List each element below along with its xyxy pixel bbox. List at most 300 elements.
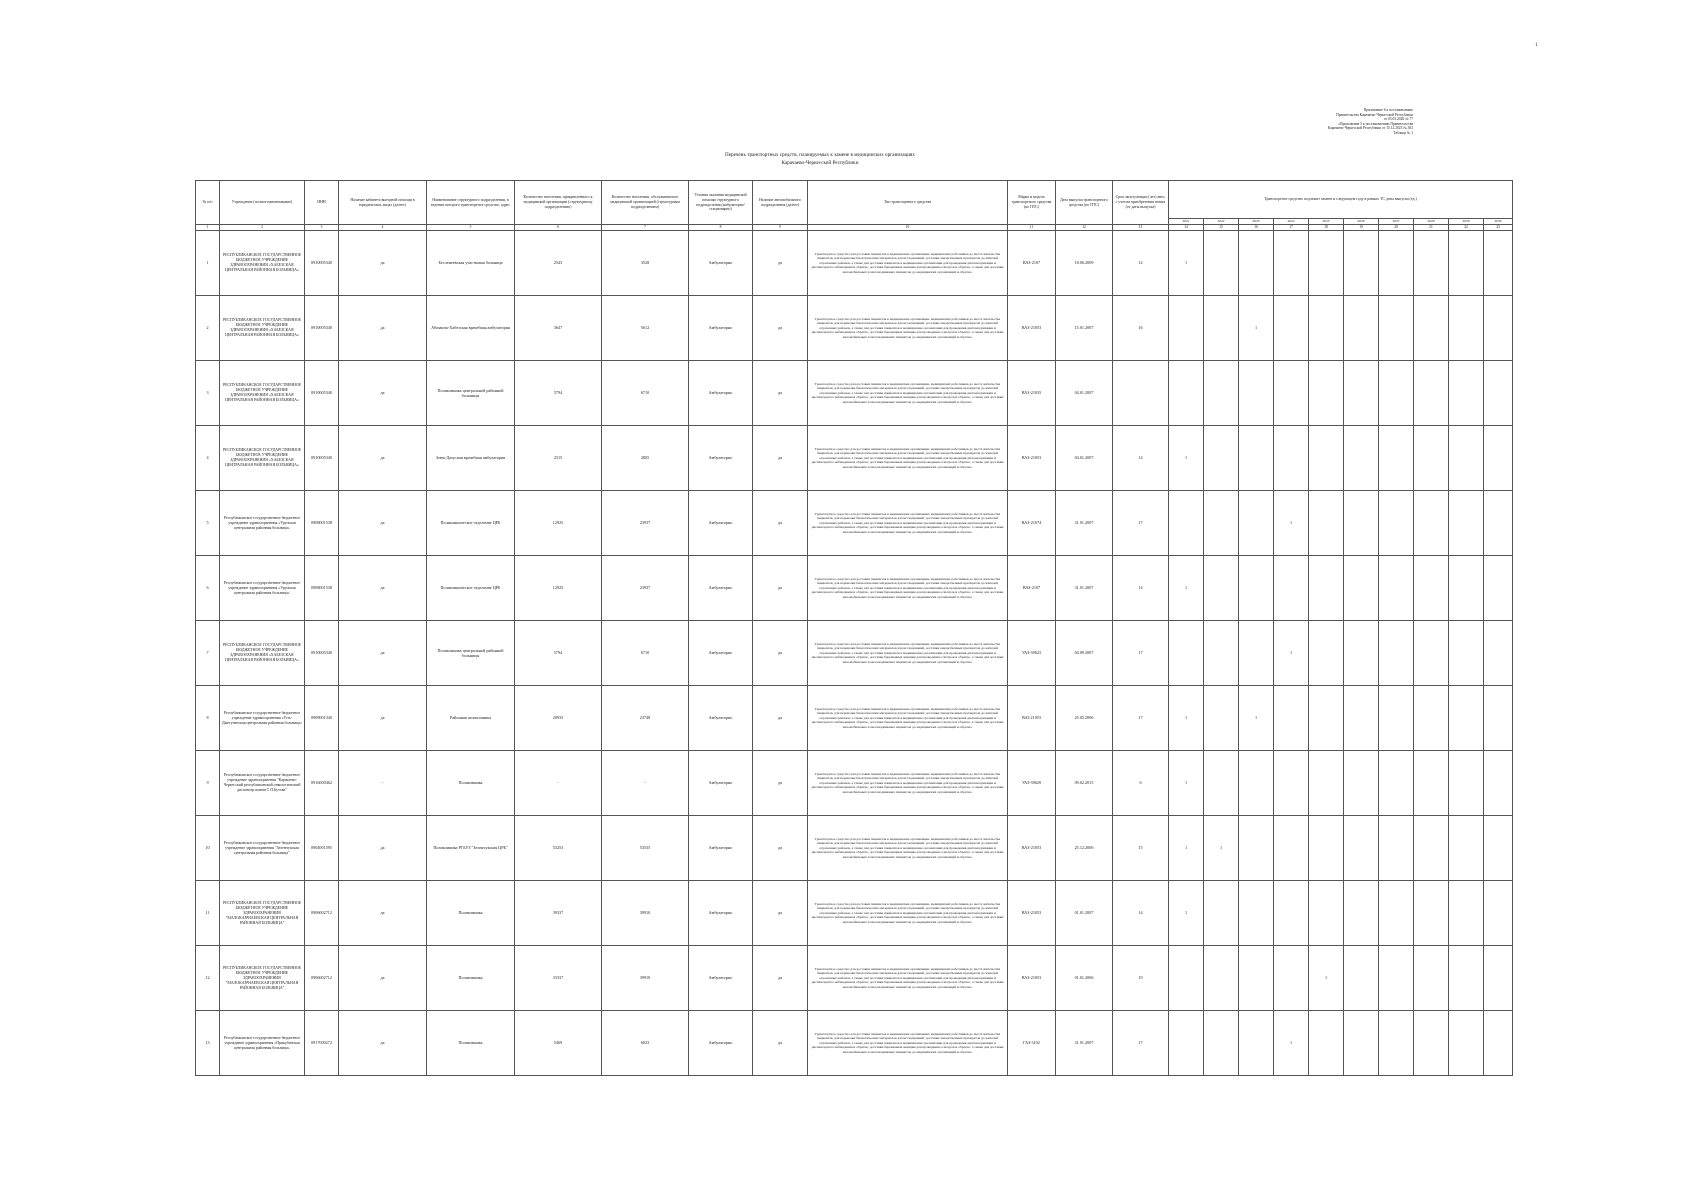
plan-year-cell [1414,946,1449,1011]
release-date-cell: 31.01.2007 [1056,556,1113,621]
plan-year-cell [1379,816,1414,881]
document-title [580,151,1060,167]
service-life-cell: 17 [1113,491,1169,556]
plan-year-cell [1274,816,1309,881]
pop-attached-cell: 12925 [515,491,602,556]
brand-cell: ВАЗ-21053 [1008,946,1056,1011]
plan-year-cell [1379,231,1414,296]
column-number-cell: 4 [339,225,427,231]
plan-year-cell [1344,816,1379,881]
plan-year-cell [1484,686,1513,751]
plan-year-cell [1239,946,1274,1011]
own-unit-cell: да [753,686,808,751]
brand-cell: ВАЗ-2107 [1008,556,1056,621]
cabinet-cell: да [339,231,427,296]
plan-year-cell [1204,426,1239,491]
brand-cell: ВАЗ-21053 [1008,426,1056,491]
brand-cell: ВАЗ-2107 [1008,231,1056,296]
plan-year-cell [1204,751,1239,816]
vehicle-type-cell: Транспортное средство для доставки пациентов в медицинские организации, медицинских работников до места жительства пациентов, для перевозки биологических материалов для исследований, доставки лекарственных препаратов до жителей отдаленных районов, а также для доставки пациентов в медицинские организации для проведения диспансеризации и диспансерного наблюдения и обратно, доставки беременных женщин для проведения осмотров и обратно, а также для доставки маломобильных и малоподвижных пациентов до медицинских организаций и обратно. [808,296,1008,361]
plan-year-cell: 1 [1274,621,1309,686]
conditions-cell: Амбулаторно [689,751,753,816]
cabinet-cell: да [339,556,427,621]
plan-year-cell [1274,426,1309,491]
cabinet-cell: - [339,751,427,816]
column-number-cell: 3 [305,225,339,231]
column-number-cell: 1 [196,225,220,231]
conditions-cell: Амбулаторно [689,556,753,621]
plan-year-cell: 1 [1169,881,1204,946]
plan-year-cell [1484,621,1513,686]
column-number-cell: 17 [1274,225,1309,231]
release-date-cell: 25.12.2006 [1056,816,1113,881]
table-row [196,621,1513,686]
year-header-cell: 2024 [1274,219,1309,225]
plan-year-cell [1204,296,1239,361]
release-date-cell: 31.01.2007 [1056,491,1113,556]
institution-cell: Республиканское государственное бюджетное учреждение здравоохранения «Урупская центральная районная больница» [220,556,305,621]
own-unit-cell: да [753,621,808,686]
conditions-cell: Амбулаторно [689,686,753,751]
plan-year-cell [1379,621,1414,686]
row-number-cell: 13 [196,1011,220,1076]
vehicle-type-cell: Транспортное средство для доставки пациентов в медицинские организации, медицинских работников до места жительства пациентов, для перевозки биологических материалов для исследований, доставки лекарственных препаратов до жителей отдаленных районов, а также для доставки пациентов в медицинские организации для проведения диспансеризации и диспансерного наблюдения и обратно, доставки беременных женщин для проведения осмотров и обратно, а также для доставки маломобильных и малоподвижных пациентов до медицинских организаций и обратно. [808,621,1008,686]
plan-year-cell [1449,621,1484,686]
plan-year-cell [1414,296,1449,361]
division-cell: Поликлиника РГБУЗ "Зеленчукская ЦРБ" [427,816,515,881]
table-row [196,946,1513,1011]
pop-attached-cell: 33337 [515,946,602,1011]
year-header-cell: 2030 [1484,219,1513,225]
header-pop-attached: Количество населения, прикрепленного к медицинской организации (структурному подразделению) [515,181,602,225]
plan-year-cell: 1 [1204,816,1239,881]
table-row [196,426,1513,491]
service-life-cell: 14 [1113,426,1169,491]
plan-year-cell [1484,816,1513,881]
own-unit-cell: да [753,296,808,361]
table-row [196,231,1513,296]
conditions-cell: Амбулаторно [689,1011,753,1076]
inn-cell: 0908001538 [305,491,339,556]
cabinet-cell: да [339,491,427,556]
release-date-cell: 18.06.2009 [1056,231,1113,296]
release-date-cell: 01.01.2007 [1056,881,1113,946]
plan-year-cell: 1 [1169,751,1204,816]
brand-cell: ВАЗ 21053 [1008,686,1056,751]
plan-year-cell [1449,361,1484,426]
own-unit-cell: да [753,946,808,1011]
release-date-cell: 31.01.2007 [1056,1011,1113,1076]
conditions-cell: Амбулаторно [689,361,753,426]
conditions-cell: Амбулаторно [689,881,753,946]
plan-year-cell [1169,491,1204,556]
vehicle-type-cell: Транспортное средство для доставки пациентов в медицинские организации, медицинских работников до места жительства пациентов, для перевозки биологических материалов для исследований, доставки лекарственных препаратов до жителей отдаленных районов, а также для доставки пациентов в медицинские организации для проведения диспансеризации и диспансерного наблюдения и обратно, доставки беременных женщин для проведения осмотров и обратно, а также для доставки маломобильных и малоподвижных пациентов до медицинских организаций и обратно. [808,686,1008,751]
own-unit-cell: да [753,361,808,426]
year-header-cell: 2028 [1414,219,1449,225]
plan-year-cell [1484,491,1513,556]
year-header-cell: 2021 [1169,219,1204,225]
plan-year-cell [1309,751,1344,816]
pop-served-cell: 39910 [602,881,689,946]
plan-year-cell [1204,556,1239,621]
pop-served-cell: 23937 [602,491,689,556]
cabinet-cell: да [339,686,427,751]
row-number-cell: 10 [196,816,220,881]
conditions-cell: Амбулаторно [689,296,753,361]
cabinet-cell: да [339,946,427,1011]
plan-year-cell [1274,296,1309,361]
service-life-cell: 17 [1113,686,1169,751]
cabinet-cell: да [339,816,427,881]
plan-year-cell [1309,426,1344,491]
plan-year-cell [1449,881,1484,946]
plan-year-cell [1449,231,1484,296]
plan-year-cell [1239,621,1274,686]
plan-year-cell [1379,556,1414,621]
inn-cell: 0916000462 [305,751,339,816]
appendix-line: Приложение 6 к постановлению [1363,108,1413,112]
pop-served-cell: 23748 [602,686,689,751]
plan-year-cell [1274,231,1309,296]
pop-served-cell: - [602,751,689,816]
plan-year-cell [1169,296,1204,361]
plan-year-cell [1309,686,1344,751]
plan-year-cell [1274,881,1309,946]
plan-year-cell [1274,751,1309,816]
plan-year-cell [1414,751,1449,816]
division-cell: Поликлиническое отделение ЦРБ [427,491,515,556]
plan-year-cell [1204,1011,1239,1076]
plan-year-cell [1169,1011,1204,1076]
division-cell: Поликлиника [427,751,515,816]
release-date-cell: 04.09.2007 [1056,621,1113,686]
plan-year-cell [1449,491,1484,556]
plan-year-cell [1484,361,1513,426]
plan-year-cell [1204,686,1239,751]
header-release-date: Дата выпуска транспортного средства (по ПТС) [1056,181,1113,225]
row-number-cell: 9 [196,751,220,816]
conditions-cell: Амбулаторно [689,491,753,556]
plan-year-cell [1274,361,1309,426]
plan-year-cell [1204,946,1239,1011]
plan-year-cell [1204,361,1239,426]
plan-year-cell [1239,556,1274,621]
header-brand: Марка и модель транспортного средства (по ПТС) [1008,181,1056,225]
plan-year-cell [1379,751,1414,816]
inn-cell: 0910005340 [305,361,339,426]
vehicle-type-cell: Транспортное средство для доставки пациентов в медицинские организации, медицинских работников до места жительства пациентов, для перевозки биологических материалов для исследований, доставки лекарственных препаратов до жителей отдаленных районов, а также для доставки пациентов в медицинские организации для проведения диспансеризации и диспансерного наблюдения и обратно, доставки беременных женщин для проведения осмотров и обратно, а также для доставки маломобильных и малоподвижных пациентов до медицинских организаций и обратно. [808,426,1008,491]
release-date-cell: 09.02.2015 [1056,751,1113,816]
institution-cell: РЕСПУБЛИКАНСКОЕ ГОСУДАРСТВЕННОЕ БЮДЖЕТНОЕ УЧРЕЖДЕНИЕ ЗДРАВООХРАНЕНИЯ «ХАБЕЗСКАЯ ЦЕНТРАЛЬНАЯ РАЙОННАЯ БОЛЬНИЦА» [220,361,305,426]
brand-cell: ГАЗ-3102 [1008,1011,1056,1076]
vehicle-type-cell: Транспортное средство для доставки пациентов в медицинские организации, медицинских работников до места жительства пациентов, для перевозки биологических материалов для исследований, доставки лекарственных препаратов до жителей отдаленных районов, а также для доставки пациентов в медицинские организации для проведения диспансеризации и диспансерного наблюдения и обратно, доставки беременных женщин для проведения осмотров и обратно, а также для доставки маломобильных и малоподвижных пациентов до медицинских организаций и обратно. [808,556,1008,621]
service-life-cell: 16 [1113,296,1169,361]
column-number-cell: 19 [1344,225,1379,231]
plan-year-cell: 1 [1239,296,1274,361]
plan-year-cell [1344,491,1379,556]
plan-year-cell [1449,296,1484,361]
own-unit-cell: да [753,556,808,621]
plan-year-cell [1344,296,1379,361]
plan-year-cell: 1 [1239,686,1274,751]
pop-attached-cell: 53253 [515,816,602,881]
pop-served-cell: 6023 [602,1011,689,1076]
brand-cell: УАЗ-39623 [1008,621,1056,686]
row-number-cell: 7 [196,621,220,686]
row-number-cell: 2 [196,296,220,361]
table-row [196,556,1513,621]
plan-year-cell [1344,881,1379,946]
plan-year-cell [1344,361,1379,426]
plan-year-cell: 1 [1169,426,1204,491]
pop-served-cell: 53535 [602,816,689,881]
plan-year-cell [1344,946,1379,1011]
release-date-cell: 25.05.2006 [1056,686,1113,751]
division-cell: Поликлиника центральной районной больницы [427,621,515,686]
plan-year-cell [1239,231,1274,296]
plan-year-cell [1169,361,1204,426]
plan-year-cell [1309,1011,1344,1076]
plan-year-cell [1344,1011,1379,1076]
pop-served-cell: 6710 [602,621,689,686]
header-num: № п/п [196,181,220,225]
plan-year-cell [1239,816,1274,881]
header-vehicle-type: Тип транспортного средства [808,181,1008,225]
table-row [196,686,1513,751]
column-number-cell: 16 [1239,225,1274,231]
cabinet-cell: да [339,296,427,361]
plan-year-cell [1379,491,1414,556]
plan-year-cell: 1 [1274,491,1309,556]
brand-cell: ВАЗ-21035 [1008,361,1056,426]
cabinet-cell: да [339,361,427,426]
own-unit-cell: да [753,816,808,881]
release-date-cell: 15.01.2007 [1056,296,1113,361]
service-life-cell: 12 [1113,231,1169,296]
plan-year-cell [1414,556,1449,621]
appendix-line: Таблица № 1 [1393,130,1413,135]
conditions-cell: Амбулаторно [689,621,753,686]
column-number-cell: 8 [689,225,753,231]
own-unit-cell: да [753,751,808,816]
plan-year-cell [1379,426,1414,491]
plan-year-cell [1309,491,1344,556]
column-number-cell: 10 [808,225,1008,231]
inn-cell: 0910005340 [305,231,339,296]
division-cell: Абазакты-Хабезская врачебная амбулатория [427,296,515,361]
plan-year-cell [1484,751,1513,816]
table-row [196,881,1513,946]
header-has-cabinet: Наличие кабинета выездной помощи в юридических лицах (да/нет) [339,181,427,225]
plan-year-cell: 1 [1309,946,1344,1011]
pop-attached-cell: - [515,751,602,816]
institution-cell: Республиканское государственное бюджетное учреждение здравоохранения "Зеленчукская центральная районная больница" [220,816,305,881]
service-life-cell: 17 [1113,621,1169,686]
vehicle-type-cell: Транспортное средство для доставки пациентов в медицинские организации, медицинских работников до места жительства пациентов, для перевозки биологических материалов для исследований, доставки лекарственных препаратов до жителей отдаленных районов, а также для доставки пациентов в медицинские организации для проведения диспансеризации и диспансерного наблюдения и обратно, доставки беременных женщин для проведения осмотров и обратно, а также для доставки маломобильных и малоподвижных пациентов до медицинских организаций и обратно. [808,946,1008,1011]
plan-year-cell [1309,816,1344,881]
plan-year-cell [1239,881,1274,946]
header-division: Наименование структурного подразделения, в ведении которого транспортное средство, адрес [427,181,515,225]
vehicle-type-cell: Транспортное средство для доставки пациентов в медицинские организации, медицинских работников до места жительства пациентов, для перевозки биологических материалов для исследований, доставки лекарственных препаратов до жителей отдаленных районов, а также для доставки пациентов в медицинские организации для проведения диспансеризации и диспансерного наблюдения и обратно, доставки беременных женщин для проведения осмотров и обратно, а также для доставки маломобильных и малоподвижных пациентов до медицинских организаций и обратно. [808,816,1008,881]
service-life-cell: 14 [1113,881,1169,946]
service-life-cell: 6 [1113,751,1169,816]
column-number-cell: 11 [1008,225,1056,231]
appendix-line: Правительства Карачаево-Черкесской Республики [1336,112,1413,117]
brand-cell: ВАЗ-21053 [1008,881,1056,946]
vehicle-type-cell: Транспортное средство для доставки пациентов в медицинские организации, медицинских работников до места жительства пациентов, для перевозки биологических материалов для исследований, доставки лекарственных препаратов до жителей отдаленных районов, а также для доставки пациентов в медицинские организации для проведения диспансеризации и диспансерного наблюдения и обратно, доставки беременных женщин для проведения осмотров и обратно, а также для доставки маломобильных и малоподвижных пациентов до медицинских организаций и обратно. [808,751,1008,816]
cabinet-cell: да [339,881,427,946]
plan-year-cell [1309,231,1344,296]
plan-year-cell [1344,231,1379,296]
conditions-cell: Амбулаторно [689,231,753,296]
division-cell: Поликлиника [427,946,515,1011]
conditions-cell: Амбулаторно [689,946,753,1011]
year-header-cell: 2027 [1379,219,1414,225]
plan-year-cell [1379,1011,1414,1076]
appendix-line: Карачаево-Черкесской Республики от 15.12.2023 № 303 [1327,126,1413,131]
header-inn: ИНН [305,181,339,225]
row-number-cell: 6 [196,556,220,621]
pop-attached-cell: 5794 [515,361,602,426]
plan-year-cell [1204,881,1239,946]
plan-year-cell [1239,1011,1274,1076]
plan-year-cell: 1 [1169,816,1204,881]
header-service-life: Срок эксплуатации (лет) авто, с учетом приобретения новых (от даты выпуска) [1113,181,1169,225]
column-number-cell: 9 [753,225,808,231]
year-header-cell: 2023 [1239,219,1274,225]
plan-year-cell: 1 [1169,231,1204,296]
plan-year-cell [1379,881,1414,946]
release-date-cell: 01.01.2006 [1056,946,1113,1011]
column-number-cell: 15 [1204,225,1239,231]
header-planned-replacement: Транспортное средство подлежит замене в следующем году в рамках ТС даты выпуска (ед.) [1169,181,1513,219]
pop-attached-cell: 3647 [515,296,602,361]
institution-cell: Республиканское государственное бюджетное учреждение здравоохранения «Урупская центральная районная больница» [220,491,305,556]
plan-year-cell [1239,361,1274,426]
division-cell: Зеюк-Дахуская врачебная амбулатория [427,426,515,491]
inn-cell: 0904001595 [305,816,339,881]
vehicle-type-cell: Транспортное средство для доставки пациентов в медицинские организации, медицинских работников до места жительства пациентов, для перевозки биологических материалов для исследований, доставки лекарственных препаратов до жителей отдаленных районов, а также для доставки пациентов в медицинские организации для проведения диспансеризации и диспансерного наблюдения и обратно, доставки беременных женщин для проведения осмотров и обратно, а также для доставки маломобильных и малоподвижных пациентов до медицинских организаций и обратно. [808,881,1008,946]
year-header-cell: 2025 [1309,219,1344,225]
service-life-cell: 14 [1113,556,1169,621]
vehicle-table [195,180,1513,1076]
plan-year-cell [1239,426,1274,491]
plan-year-cell: 1 [1274,1011,1309,1076]
release-date-cell: 04.01.2007 [1056,426,1113,491]
conditions-cell: Амбулаторно [689,426,753,491]
service-life-cell [1113,361,1169,426]
plan-year-cell [1274,556,1309,621]
header-pop-served: Количество населения, обслуживаемого медицинской организацией (структурным подразделением) [602,181,689,225]
institution-cell: РЕСПУБЛИКАНСКОЕ ГОСУДАРСТВЕННОЕ БЮДЖЕТНОЕ УЧРЕЖДЕНИЕ ЗДРАВООХРАНЕНИЯ "МАЛОКАРАЧАЕВСКАЯ ЦЕНТРАЛЬНАЯ РАЙОННАЯ БОЛЬНИЦА" [220,946,305,1011]
year-header-cell: 2029 [1449,219,1484,225]
division-cell: Районная поликлиника [427,686,515,751]
plan-year-cell [1484,946,1513,1011]
pop-served-cell: 23937 [602,556,689,621]
pop-served-cell: 3528 [602,231,689,296]
pop-served-cell: 39910 [602,946,689,1011]
inn-cell: 0917000272 [305,1011,339,1076]
own-unit-cell: да [753,881,808,946]
inn-cell: 0908001538 [305,556,339,621]
column-number-cell: 14 [1169,225,1204,231]
inn-cell: 0910005340 [305,621,339,686]
cabinet-cell: да [339,621,427,686]
row-number-cell: 5 [196,491,220,556]
brand-cell: ВАЗ-21074 [1008,491,1056,556]
plan-year-cell: 1 [1169,686,1204,751]
appendix-note [1303,108,1413,136]
row-number-cell: 12 [196,946,220,1011]
plan-year-cell [1484,426,1513,491]
page-number: 1 [1535,43,1538,48]
institution-cell: РЕСПУБЛИКАНСКОЕ ГОСУДАРСТВЕННОЕ БЮДЖЕТНОЕ УЧРЕЖДЕНИЕ ЗДРАВООХРАНЕНИЯ "МАЛОКАРАЧАЕВСКАЯ ЦЕНТРАЛЬНАЯ РАЙОННАЯ БОЛЬНИЦА" [220,881,305,946]
plan-year-cell [1449,946,1484,1011]
inn-cell: 0909001340 [305,686,339,751]
plan-year-cell [1204,621,1239,686]
plan-year-cell [1484,881,1513,946]
plan-year-cell [1449,556,1484,621]
row-number-cell: 8 [196,686,220,751]
division-cell: Поликлиника [427,1011,515,1076]
year-header-cell: 2022 [1204,219,1239,225]
plan-year-cell [1449,426,1484,491]
vehicle-type-cell: Транспортное средство для доставки пациентов в медицинские организации, медицинских работников до места жительства пациентов, для перевозки биологических материалов для исследований, доставки лекарственных препаратов до жителей отдаленных районов, а также для доставки пациентов в медицинские организации для проведения диспансеризации и диспансерного наблюдения и обратно, доставки беременных женщин для проведения осмотров и обратно, а также для доставки маломобильных и малоподвижных пациентов до медицинских организаций и обратно. [808,361,1008,426]
plan-year-cell [1204,491,1239,556]
plan-year-cell [1414,426,1449,491]
plan-year-cell [1309,881,1344,946]
conditions-cell: Амбулаторно [689,816,753,881]
column-number-cell: 21 [1414,225,1449,231]
plan-year-cell [1274,946,1309,1011]
plan-year-cell [1344,426,1379,491]
vehicle-type-cell: Транспортное средство для доставки пациентов в медицинские организации, медицинских работников до места жительства пациентов, для перевозки биологических материалов для исследований, доставки лекарственных препаратов до жителей отдаленных районов, а также для доставки пациентов в медицинские организации для проведения диспансеризации и диспансерного наблюдения и обратно, доставки беременных женщин для проведения осмотров и обратно, а также для доставки маломобильных и малоподвижных пациентов до медицинских организаций и обратно. [808,1011,1008,1076]
column-number-cell: 6 [515,225,602,231]
plan-year-cell [1344,686,1379,751]
plan-year-cell [1484,231,1513,296]
year-header-cell: 2026 [1344,219,1379,225]
pop-attached-cell: 2543 [515,231,602,296]
cabinet-cell: да [339,426,427,491]
plan-year-cell [1239,751,1274,816]
plan-year-cell [1169,621,1204,686]
column-number-cell: 12 [1056,225,1113,231]
plan-year-cell [1379,686,1414,751]
column-number-cell: 13 [1113,225,1169,231]
plan-year-cell [1414,231,1449,296]
plan-year-cell [1344,621,1379,686]
pop-attached-cell: 20935 [515,686,602,751]
own-unit-cell: да [753,426,808,491]
inn-cell: 0906002712 [305,881,339,946]
service-life-cell: 17 [1113,1011,1169,1076]
pop-attached-cell: 12925 [515,556,602,621]
institution-cell: РЕСПУБЛИКАНСКОЕ ГОСУДАРСТВЕННОЕ БЮДЖЕТНОЕ УЧРЕЖДЕНИЕ ЗДРАВООХРАНЕНИЯ «ХАБЕЗСКАЯ ЦЕНТРАЛЬНАЯ РАЙОННАЯ БОЛЬНИЦА» [220,231,305,296]
brand-cell: ВАЗ-21053 [1008,296,1056,361]
plan-year-cell [1449,816,1484,881]
plan-year-cell [1379,361,1414,426]
plan-year-cell [1414,491,1449,556]
header-institution: Учреждение (полное наименование) [220,181,305,225]
plan-year-cell [1414,1011,1449,1076]
cabinet-cell: да [339,1011,427,1076]
vehicle-type-cell: Транспортное средство для доставки пациентов в медицинские организации, медицинских работников до места жительства пациентов, для перевозки биологических материалов для исследований, доставки лекарственных препаратов до жителей отдаленных районов, а также для доставки пациентов в медицинские организации для проведения диспансеризации и диспансерного наблюдения и обратно, доставки беременных женщин для проведения осмотров и обратно, а также для доставки маломобильных и малоподвижных пациентов до медицинских организаций и обратно. [808,491,1008,556]
inn-cell: 0906002712 [305,946,339,1011]
plan-year-cell [1484,1011,1513,1076]
inn-cell: 0910005340 [305,426,339,491]
column-number-cell: 2 [220,225,305,231]
plan-year-cell [1204,231,1239,296]
